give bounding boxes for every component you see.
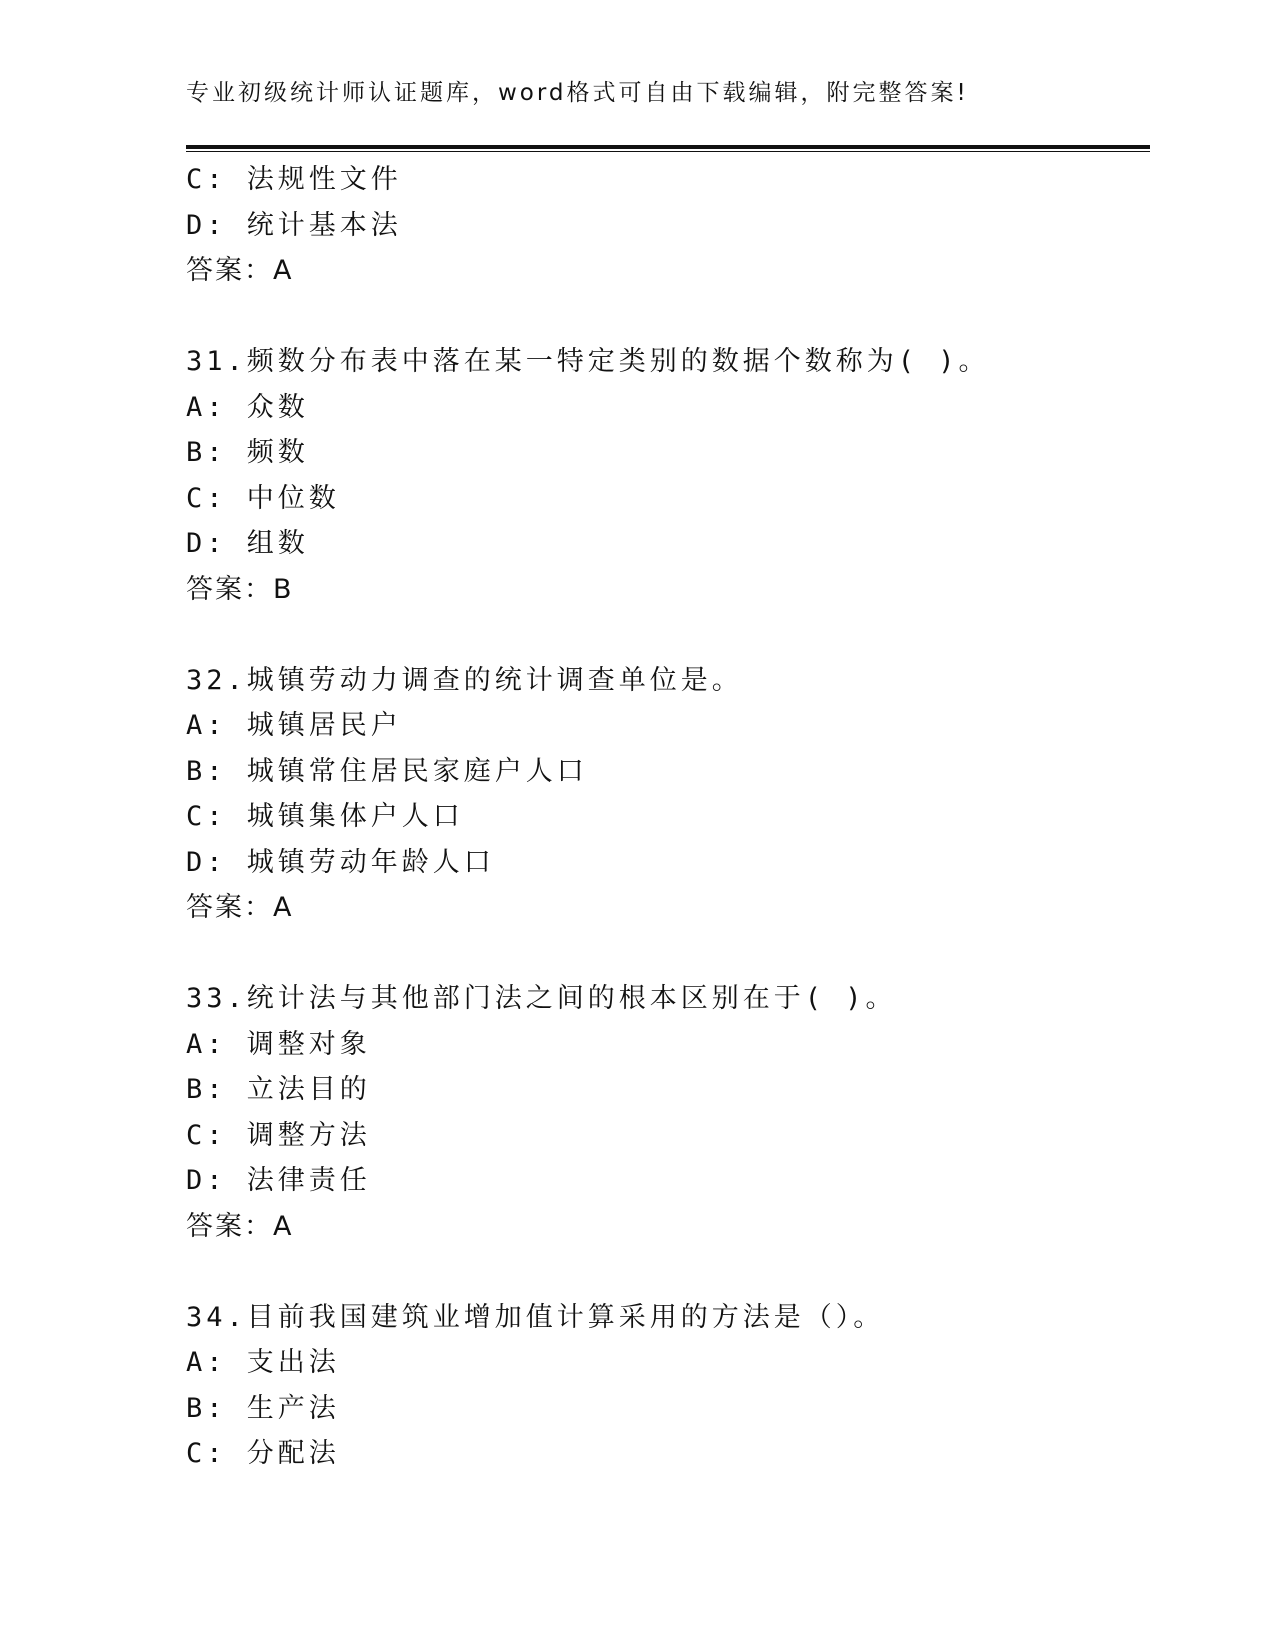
option-a: A: 支出法 xyxy=(186,1347,340,1378)
header-rule-thin xyxy=(186,151,1150,152)
option-d: D: 城镇劳动年龄人口 xyxy=(186,846,495,878)
option-c: C: 城镇集体户人口 xyxy=(186,801,464,832)
question-block xyxy=(186,1295,1150,1477)
page-header: 专业初级统计师认证题库，word格式可自由下载编辑，附完整答案! xyxy=(186,80,969,106)
question-stem: 33.统计法与其他部门法之间的根本区别在于( )。 xyxy=(186,983,897,1014)
question-stem: 34.目前我国建筑业增加值计算采用的方法是（）。 xyxy=(186,1301,885,1333)
spacer xyxy=(186,931,1150,977)
option-b: B: 立法目的 xyxy=(186,1074,371,1105)
spacer xyxy=(186,1249,1150,1295)
option-d: D: 法律责任 xyxy=(186,1165,371,1196)
question-block xyxy=(186,658,1150,931)
option-a: A: 众数 xyxy=(186,391,309,423)
option-a: A: 调整对象 xyxy=(186,1028,371,1060)
option-b: B: 城镇常住居民家庭户人口 xyxy=(186,755,588,787)
option-b: B: 频数 xyxy=(186,437,309,468)
answer-line: 答案：A xyxy=(186,255,294,286)
option-c: C: 中位数 xyxy=(186,482,340,514)
option-c: C: 法规性文件 xyxy=(186,164,402,195)
question-list xyxy=(186,157,1150,1477)
question-block xyxy=(186,976,1150,1249)
question-stem: 32.城镇劳动力调查的统计调查单位是。 xyxy=(186,664,743,696)
option-b: B: 生产法 xyxy=(186,1392,340,1424)
spacer xyxy=(186,612,1150,658)
question-stem: 31.频数分布表中落在某一特定类别的数据个数称为( )。 xyxy=(186,346,990,377)
option-d: D: 统计基本法 xyxy=(186,209,402,241)
question-block xyxy=(186,339,1150,612)
header-rule-thick xyxy=(186,145,1150,149)
option-c: C: 分配法 xyxy=(186,1438,340,1469)
answer-line: 答案：B xyxy=(186,573,294,605)
spacer xyxy=(186,294,1150,340)
answer-line: 答案：A xyxy=(186,892,294,923)
option-c: C: 调整方法 xyxy=(186,1119,371,1151)
option-d: D: 组数 xyxy=(186,528,309,559)
answer-line: 答案：A xyxy=(186,1210,294,1242)
option-a: A: 城镇居民户 xyxy=(186,710,402,741)
